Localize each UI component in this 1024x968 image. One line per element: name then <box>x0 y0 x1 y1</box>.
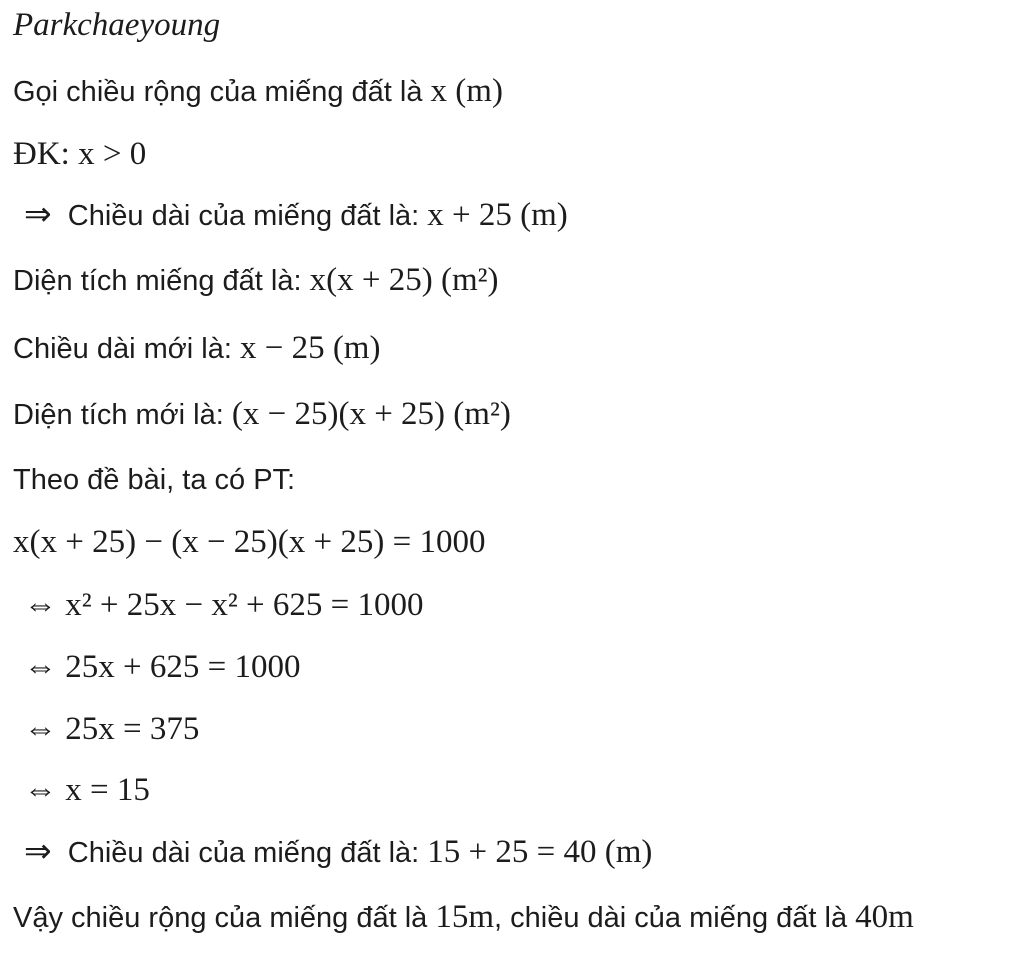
math-expression: x + 25 (m) <box>427 197 568 233</box>
math-expression: ⇔ x² + 25x − x² + 625 = 1000 <box>24 587 424 623</box>
line-text: Chiều dài của miếng đất là: <box>67 200 428 232</box>
math-expression: ĐK: x > 0 <box>13 136 147 172</box>
math-expression: x (m) <box>430 73 503 109</box>
author-name: Parkchaeyoung <box>13 7 221 43</box>
line-new-length <box>13 324 380 372</box>
line-step-2 <box>24 643 300 691</box>
line-equation <box>13 518 486 566</box>
math-expression: 15 + 25 = 40 (m) <box>427 834 653 870</box>
math-expression: ⇔ x = 15 <box>24 772 150 808</box>
math-expression: ⇔ 25x + 625 = 1000 <box>24 649 301 685</box>
line-length <box>24 191 568 239</box>
line-equation-intro <box>13 456 295 504</box>
line-text: Chiều dài của miếng đất là: <box>67 837 428 869</box>
implies-arrow: ⇒ <box>24 834 52 870</box>
math-expression-2: 40m <box>855 899 914 935</box>
line-area <box>13 256 499 304</box>
implies-arrow: ⇒ <box>24 197 52 233</box>
line-text: Diện tích miếng đất là: <box>13 265 310 297</box>
line-condition <box>13 130 146 178</box>
line-text: Diện tích mới là: <box>13 399 232 431</box>
line-new-area <box>13 390 511 438</box>
line-define-width <box>13 67 503 115</box>
math-expression: x(x + 25) (m²) <box>309 262 499 298</box>
line-text: Vậy chiều rộng của miếng đất là <box>13 902 436 934</box>
line-text: Gọi chiều rộng của miếng đất là <box>13 76 431 108</box>
line-step-4 <box>24 766 150 814</box>
math-expression: (x − 25)(x + 25) (m²) <box>231 396 511 432</box>
line-step-1 <box>24 581 423 629</box>
math-expression: x − 25 (m) <box>239 330 381 366</box>
line-text-2: , chiều dài của miếng đất là <box>494 902 856 934</box>
math-expression: x(x + 25) − (x − 25)(x + 25) = 1000 <box>13 524 486 560</box>
line-text: Chiều dài mới là: <box>13 333 240 365</box>
line-text: Theo đề bài, ta có PT: <box>13 464 296 496</box>
line-length-result <box>24 828 652 876</box>
line-step-3 <box>24 705 199 753</box>
math-expression: 15m <box>435 899 495 935</box>
line-conclusion <box>13 893 914 941</box>
math-expression: ⇔ 25x = 375 <box>24 711 200 747</box>
